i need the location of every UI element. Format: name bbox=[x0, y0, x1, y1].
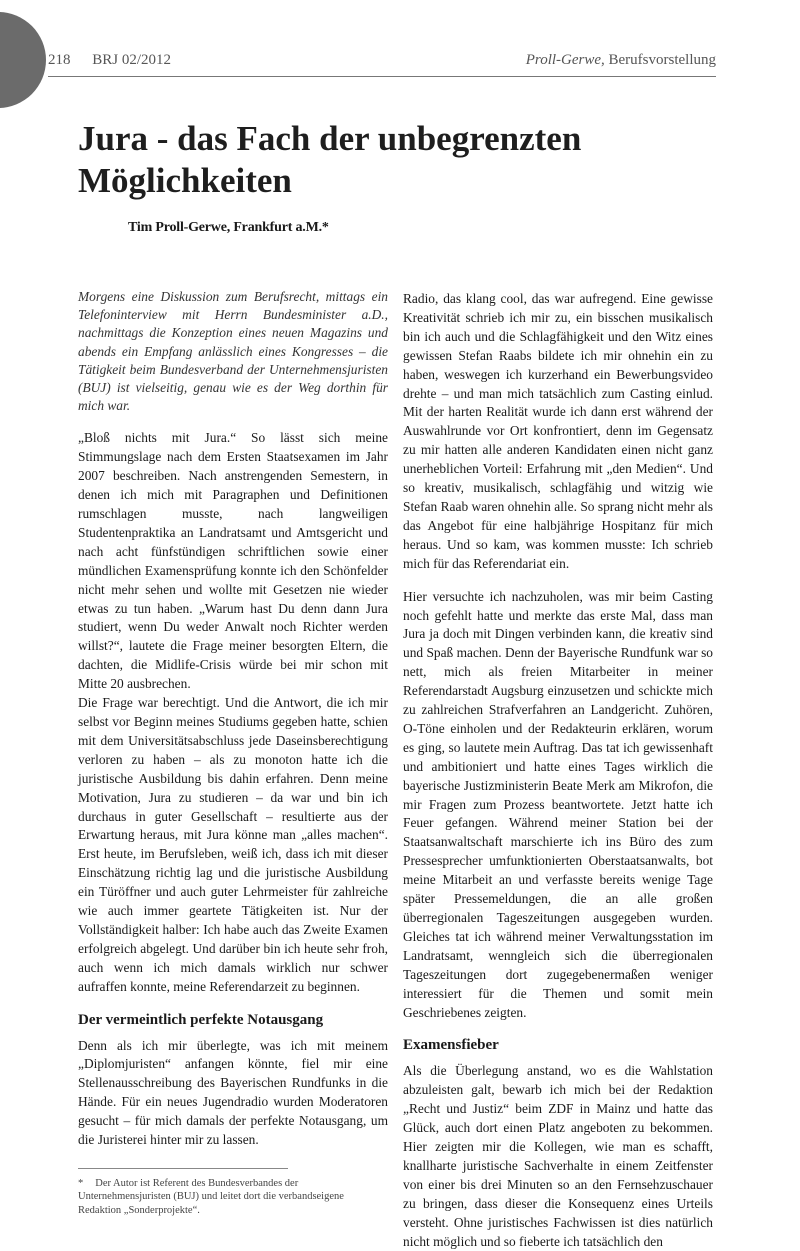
footnote-mark: * bbox=[78, 1177, 84, 1189]
page-number: 218 bbox=[48, 52, 71, 68]
paragraph: Als die Überlegung anstand, wo es die Wahlstation abzuleisten galt, bewarb ich mich bei der Redaktion „Recht und Justiz“ beim ZDF in Mainz und hatte das Glück, auch dort einen Platz angeboten zu bekommen. Hier zeigten mir die Kollegen, wie man es schafft, knallharte juristische Sachverhalte in einem Zeitfenster von einer bis drei Minuten so an den Fernsehzuschauer zu bringen, dass dieser die Konsequenz eines Urteils versteht. Ohne juristisches Fachwissen ist dies natürlich nicht möglich und so fieberte ich tatsächlich den bbox=[403, 1063, 713, 1249]
footnote bbox=[78, 1177, 388, 1218]
article-title: Jura - das Fach der unbegrenzten Möglichkeiten bbox=[78, 119, 582, 200]
paragraph: Hier versuchte ich nachzuholen, was mir beim Casting noch gefehlt hatte und merkte das erste Mal, dass man Jura ja doch mit Dingen verbinden kann, die kreativ sind und Spaß machen. Denn der Bayerische Rundfunk war so nett, mich als freien Mitarbeiter in meiner Referendarstadt Augsburg einzusetzen und schickte mich zu zahlreichen Strafverfahren an Landgericht. Zuhören, O-Töne einholen und der Redakteurin erklären, worum es ging, so lautete mein Auftrag. Das tat ich gewissenhaft und ambitioniert und hatte eines Tages wirklich die bayerische Justizministerin Beate Merk am Mikrofon, die mir Fragen zum Prozess beantwortete. Jetzt hatte ich Feuer gefangen. Während meiner Station bei der Staatsanwaltschaft marschierte ich ins Büro des zum Pressesprecher umfunktionierten Oberstaatsanwalts, bot meine Mitarbeit an und verfasste bereits wenige Tage später Pressemeldungen, die an alle großen überregionalen Tageszeitungen ausgegeben wurden. Gleiches tat ich während meiner Verwaltungsstation im Landratsamt, wenngleich sich die überregionalen Tageszeitungen dort zugegebenermaßen weniger interessiert für die Themen und somit mein Geschriebenes zeigten. bbox=[403, 588, 713, 1020]
left-column bbox=[78, 288, 388, 1217]
journal-issue: BRJ 02/2012 bbox=[92, 52, 172, 68]
paragraph: Denn als ich mir überlegte, was ich mit meinem „Diplomjuristen“ anfangen könnte, fiel mir eine Stellenausschreibung des Bayerischen Rundfunks in die Hände. Für ein neues Jugendradio wurden Moderatoren gesucht – für mich damals der perfekte Notausgang, um die Juristerei hinter mir zu lassen. bbox=[78, 1037, 388, 1148]
header-author: Proll-Gerwe bbox=[525, 52, 602, 68]
page-tab-marker bbox=[0, 12, 46, 108]
header-left bbox=[48, 52, 189, 69]
header-right bbox=[526, 52, 716, 69]
author-line: Tim Proll-Gerwe, Frankfurt a.M.* bbox=[128, 220, 329, 235]
header-rule bbox=[48, 76, 716, 77]
abstract: Morgens eine Diskussion zum Berufsrecht, mittags ein Telefoninterview mit Herrn Bundesminister a.D., nachmittags die Konzeption eines neuen Magazins und abends ein Empfang anlässlich eines Kongresses – die Tätigkeit beim Bundesverband der Unternehmensjuristen (BUJ) ist vielseitig, genau wie es der Weg dorthin für mich war. bbox=[78, 289, 388, 414]
running-header bbox=[48, 52, 716, 72]
paragraph: Radio, das klang cool, das war aufregend. Eine gewisse Kreativität schrieb ich mir zu, ein bisschen musikalisch bin ich auch und die Schlagfähigkeit und den Witz eines gewissen Stefan Raabs bildete ich mir ohnehin ein zu haben, weswegen ich kurzerhand ein Bewerbungsvideo drehte – und man mich tatsächlich zum Casting einlud. Mit der harten Realität wurde ich dann erst während der Auswahlrunde vor Ort konfrontiert, denn im Gegensatz zu mir hatten alle anderen Kandidaten einen nicht ganz unerheblichen Vorteil: Erfahrung mit „den Medien“. Und so kreativ, musikalisch, schlagfähig und witzig wie Stefan Raab waren ohnehin alle. So sprang nicht mehr als das Angebot für eine halbjährige Hospitanz für mich heraus. Und so kam, was kommen musste: Ich schrieb mich für das Referendariat ein. bbox=[403, 291, 713, 571]
footnote-text: Der Autor ist Referent des Bundesverbandes der Unternehmensjuristen (BUJ) und leitet dort die verbandseigene Redaktion „Sonderprojekte“. bbox=[78, 1177, 344, 1216]
right-column bbox=[403, 290, 713, 1251]
footnote-rule bbox=[78, 1168, 288, 1169]
paragraph: Die Frage war berechtigt. Und die Antwort, die ich mir selbst vor Beginn meines Studiums gegeben hatte, schien mit dem Universitätsabschluss jede Daseinsberechtigung verloren zu haben – als zu monoton hatte ich die juristische Ausbildung bis dahin erfahren. Denn meine Motivation, Jura zu studieren – da war und bin ich durchaus in guter Gesellschaft – resultierte aus der Erwartung heraus, mit Jura könne man „alles machen“. Erst heute, im Berufsleben, weiß ich, dass ich mit dieser Einschätzung richtig lag und die juristische Ausbildung ein Türöffner und auch guter Lehrmeister für zahlreiche wie auch immer geartete Tätigkeiten ist. Nur der Vollständigkeit halber: Ich habe auch das Zweite Examen erfolgreich abgelegt. Und darüber bin ich heute sehr froh, auch wenn ich mich damals wirklich nur schwer aufraffen konnte, meine Referendarzeit zu beginnen. bbox=[78, 695, 388, 994]
paragraph: „Bloß nichts mit Jura.“ So lässt sich meine Stimmungslage nach dem Ersten Staatsexamen im Jahr 2007 beschreiben. Nach anstrengenden Semestern, in denen ich mich mit Paragraphen und Definitionen rumschlagen musste, nach langweiligen Studentenpraktika an Landratsamt und Amtsgericht und nach acht fünfstündigen schriftlichen sowie einer mündlichen Examensprüfung konnte ich den Schönfelder nicht mehr sehen und wollte mit Gesetzen nie wieder etwas zu tun haben. „Warum hast Du denn dann Jura studiert, wenn Du weder Anwalt noch Richter werden willst?“, lautete die Frage meiner besorgten Eltern, die dachten, die Midlife-Crisis würde bei mir schon mit Mitte 20 ausbrechen. bbox=[78, 430, 388, 692]
header-section: , Berufsvorstellung bbox=[601, 52, 716, 68]
section-heading: Der vermeintlich perfekte Notausgang bbox=[78, 1011, 324, 1028]
section-heading: Examensfieber bbox=[403, 1037, 499, 1054]
